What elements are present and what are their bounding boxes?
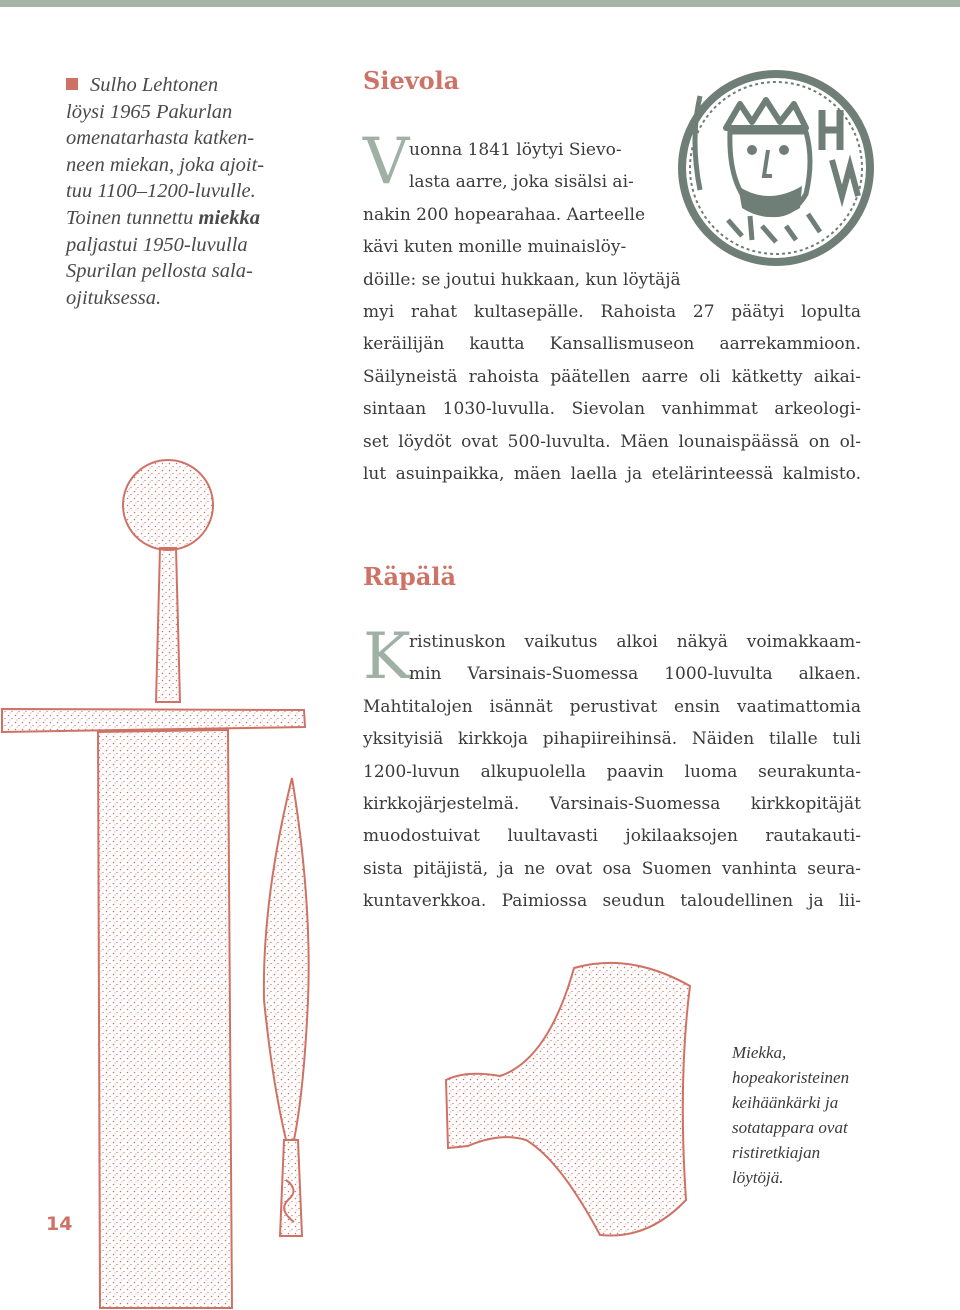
sidebar-emphasis: miekka (198, 206, 260, 229)
body-line: myi rahat kultasepälle. Rahoista 27 päätyi lopulta (363, 302, 861, 323)
sidebar-line: löysi 1965 Pakurlan (66, 100, 233, 123)
caption-line: löytöjä. (732, 1168, 784, 1187)
sidebar-line: omenatarhasta katken- (66, 127, 255, 150)
caption-line: ristiretkiajan (732, 1143, 821, 1162)
sidebar-line: Spurilan pellosta sala- (66, 260, 253, 283)
sidebar-line: ojituksessa. (66, 286, 162, 309)
body-line: kävi kuten monille muinaislöy- (363, 237, 627, 258)
body-line: sista pitäjistä, ja ne ovat osa Suomen vanhinta seura- (363, 858, 861, 879)
drop-cap: K (363, 620, 411, 694)
spearhead-illustration (264, 778, 309, 1236)
body-line: Mahtitalojen isännät perustivat ensin vaatimattomia (363, 696, 861, 717)
body-line: nakin 200 hopearahaa. Aarteelle (363, 204, 646, 225)
body-line: uonna 1841 löytyi Sievo- (409, 140, 622, 160)
body-line: yksityisiä kirkkoja pihapiireihinsä. Näiden tilalle tuli (363, 729, 861, 750)
body-line: lut asuinpaikka, mäen laella ja etelärinteessä kalmisto. (363, 464, 861, 485)
body-line: Säilyneistä rahoista päätellen aarre oli kätketty aikai- (363, 366, 861, 387)
section-body-sievola (363, 134, 861, 490)
sidebar-line: Sulho Lehtonen (90, 74, 219, 96)
section-heading-rapala: Räpälä (363, 562, 457, 591)
caption-line: sotatappara ovat (732, 1118, 848, 1137)
body-line: 1200-luvun alkupuolella paavin luoma seurakunta- (363, 761, 861, 782)
figure-caption (732, 1040, 922, 1190)
sidebar-line: neen miekan, joka ajoit- (66, 153, 265, 176)
sword-illustration (2, 460, 305, 1308)
body-line: set löydöt ovat 500-luvulta. Mäen lounaispäässä on ol- (363, 431, 861, 452)
caption-line: hopeakoristeinen (732, 1068, 850, 1087)
body-line: min Varsinais-Suomessa 1000-luvulta alkaen. (409, 664, 861, 685)
body-line: keräilijän kautta Kansallismuseon aarrekammioon. (363, 334, 861, 355)
body-line: muodostuivat luultavasti jokilaaksojen rautakauti- (363, 826, 861, 847)
body-line: lasta aarre, joka sisälsi ai- (409, 172, 634, 193)
axe-illustration (446, 963, 690, 1236)
section-heading-sievola: Sievola (363, 66, 460, 95)
page-number: 14 (46, 1213, 73, 1235)
body-line: sintaan 1030-luvulla. Sievolan vanhimmat arkeologi- (363, 399, 861, 420)
section-body-rapala (363, 620, 861, 918)
bullet-icon (66, 78, 78, 90)
body-line: ristinuskon vaikutus alkoi näkyä voimakkaam- (409, 632, 861, 652)
body-line: kirkkojärjestelmä. Varsinais-Suomessa kirkkopitäjät (363, 794, 861, 815)
sidebar-line: tuu 1100–1200-luvulle. (66, 180, 256, 203)
sidebar-line: Toinen tunnettu (66, 206, 199, 229)
caption-line: keihäänkärki ja (732, 1093, 839, 1112)
sidebar-note (66, 72, 291, 311)
body-line: döille: se joutui hukkaan, kun löytäjä (363, 269, 681, 290)
body-line: kuntaverkkoa. Paimiossa seudun taloudellinen ja lii- (363, 891, 861, 912)
drop-cap: V (363, 125, 410, 199)
caption-line: Miekka, (732, 1043, 787, 1062)
sidebar-line: paljastui 1950-luvulla (66, 233, 248, 256)
